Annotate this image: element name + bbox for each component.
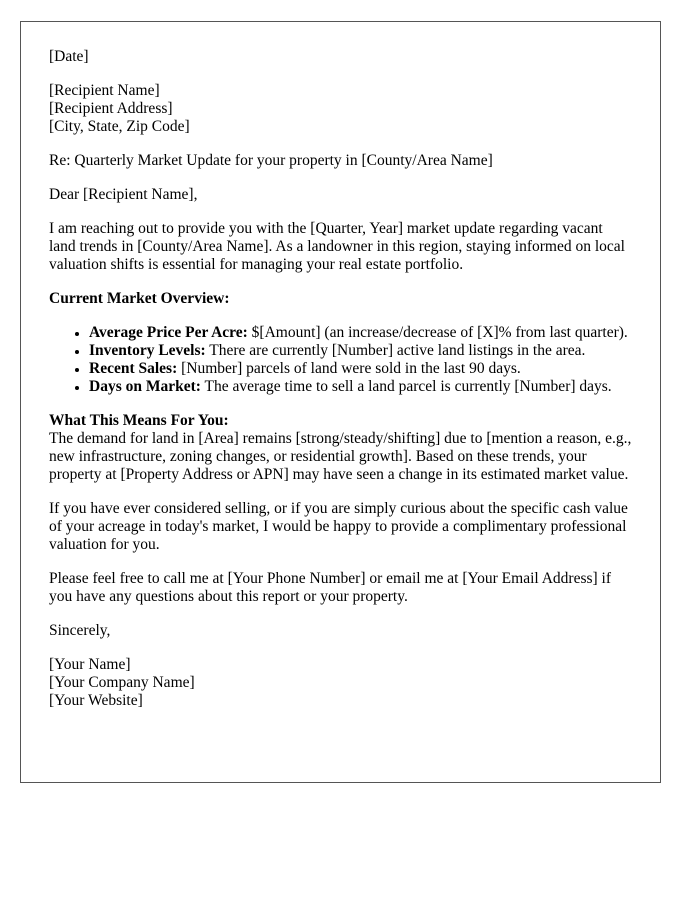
subject-line: Re: Quarterly Market Update for your property in [County/Area Name] <box>49 152 493 169</box>
list-item <box>89 378 632 396</box>
overview-list <box>49 324 632 396</box>
selling-paragraph: If you have ever considered selling, or if you are simply curious about the specific cash value of your acreage in today's market, I would be happy to provide a complimentary professional valuation for you. <box>49 500 628 553</box>
overview-heading: Current Market Overview: <box>49 290 230 307</box>
recipient-city-state-zip: [City, State, Zip Code] <box>49 118 190 135</box>
means-paragraph: The demand for land in [Area] remains [strong/steady/shifting] due to [mention a reason, e.g., new infrastructure, zoning changes, or residential growth]. Based on these trends, your property at [Property Address or APN] may have seen a change in its estimated market value. <box>49 430 632 483</box>
recipient-address: [Recipient Address] <box>49 100 173 117</box>
list-item-label: Average Price Per Acre: <box>89 324 248 341</box>
list-item-text: $[Amount] (an increase/decrease of [X]% from last quarter). <box>247 324 628 341</box>
list-item <box>89 360 632 378</box>
closing: Sincerely, <box>49 622 111 639</box>
sender-company: [Your Company Name] <box>49 674 195 691</box>
means-section <box>49 412 632 484</box>
list-item <box>89 324 632 342</box>
sender-website: [Your Website] <box>49 692 143 709</box>
signature-block <box>49 656 632 710</box>
list-item-text: [Number] parcels of land were sold in the last 90 days. <box>177 360 521 377</box>
list-item-text: There are currently [Number] active land listings in the area. <box>205 342 586 359</box>
recipient-block <box>49 82 632 136</box>
list-item-label: Days on Market: <box>89 378 201 395</box>
letter-date: [Date] <box>49 48 89 65</box>
intro-paragraph: I am reaching out to provide you with the [Quarter, Year] market update regarding vacant land trends in [County/Area Name]. As a landowner in this region, staying informed on local valuation shifts is essential for managing your real estate portfolio. <box>49 220 625 273</box>
list-item-label: Recent Sales: <box>89 360 178 377</box>
contact-paragraph: Please feel free to call me at [Your Phone Number] or email me at [Your Email Address] if you have any questions about this report or your property. <box>49 570 612 605</box>
list-item-text: The average time to sell a land parcel is currently [Number] days. <box>200 378 612 395</box>
sender-name: [Your Name] <box>49 656 131 673</box>
means-heading: What This Means For You: <box>49 412 229 429</box>
letter-document <box>20 21 661 783</box>
list-item-label: Inventory Levels: <box>89 342 206 359</box>
salutation: Dear [Recipient Name], <box>49 186 198 203</box>
recipient-name: [Recipient Name] <box>49 82 160 99</box>
list-item <box>89 342 632 360</box>
